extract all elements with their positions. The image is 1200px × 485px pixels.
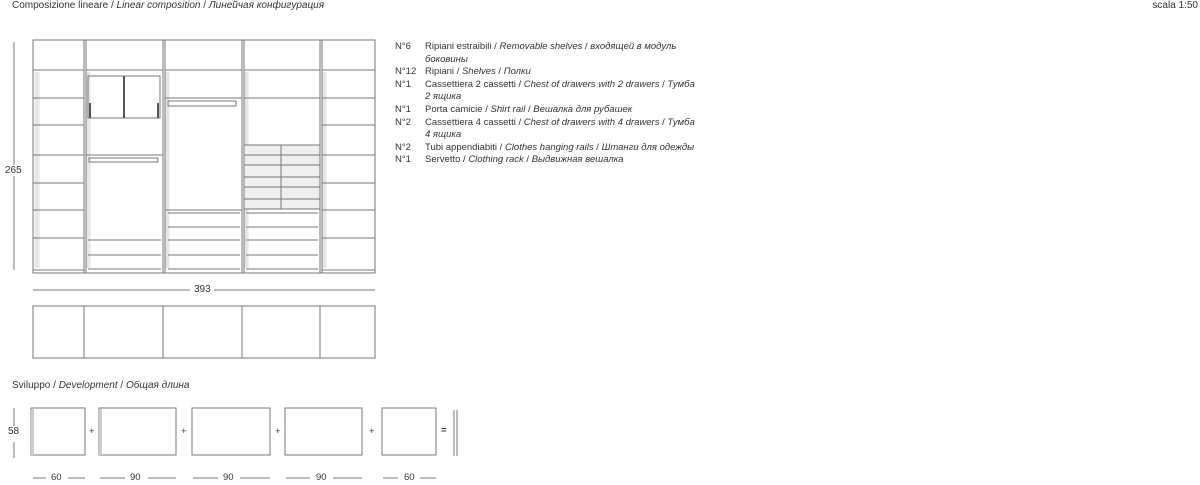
legend-ru: Вешалка для рубашек [533,103,633,115]
legend-it: Ripiani estraibili [425,41,492,52]
legend-it: Ripiani [425,66,457,78]
legend-ru: входящей в модуль боковины [425,41,677,65]
legend-ru: Тумба 4 ящика [425,116,695,141]
legend-en: Clothing rack [468,154,524,166]
legend-qty: N°1 [395,78,411,90]
legend-ru: Тумба 2 ящика [425,78,695,103]
legend-ru: Выдвижная вешалка [531,154,624,166]
legend-item: N°2 Cassettiera 4 cassetti / Chest of drawers with 4 drawers / Тумба 4 ящика [395,116,695,141]
equals-sign: = [441,425,447,436]
legend-qty: N°2 [395,141,411,153]
legend [395,41,705,167]
plus-sign: + [181,426,187,437]
module-width: 90 [316,472,327,483]
plus-sign: + [89,426,95,437]
legend-item: N°12 Ripiani / Shelves / Полки [395,66,531,78]
legend-it: Tubi appendiabiti [425,141,498,153]
legend-en: Clothes hanging rails [504,141,594,153]
legend-item: N°1 Porta camicie / Shirt rail / Вешалка для рубашек [395,103,633,115]
legend-en: Chest of drawers with 4 drawers [523,116,660,128]
legend-qty: N°1 [395,103,411,115]
development-title: Sviluppo / Development / Общая длина [12,380,190,391]
legend-it: Cassettiera 4 cassetti [425,116,516,128]
legend-qty: N°12 [395,66,417,78]
legend-ru: Штанги для одежды [601,141,695,153]
module-width: 90 [130,472,141,483]
legend-item: N°6 Ripiani estraibili / Removable shelves / входящей в модуль боковины [395,41,677,65]
legend-qty: N°6 [395,41,411,52]
legend-it: Cassettiera 2 cassetti [425,78,516,90]
height-dimension: 265 [2,165,25,176]
width-dimension: 393 [191,284,214,295]
legend-it: Servetto [425,154,461,166]
module-width: 60 [51,472,62,483]
page-title: Composizione lineare / Linear composition / Линейчая конфигурация [12,0,325,11]
plus-sign: + [275,426,281,437]
depth-dimension: 58 [5,426,22,437]
legend-item: N°1 Cassettiera 2 cassetti / Chest of drawers with 2 drawers / Тумба 2 ящика [395,78,695,103]
legend-qty: N°2 [395,116,411,128]
legend-item: N°2 Tubi appendiabiti / Clothes hanging rails / Штанги для одежды [395,141,695,153]
legend-en: Chest of drawers with 2 drawers [523,78,660,90]
legend-it: Porta camicie [425,103,483,115]
module-width: 60 [404,472,415,483]
legend-en: Removable shelves [499,41,583,52]
scale-label: scala 1:50 [1152,0,1198,11]
plus-sign: + [369,426,375,437]
module-width: 90 [223,472,234,483]
legend-en: Shirt rail [490,103,526,115]
legend-item: N°1 Servetto / Clothing rack / Выдвижная вешалка [395,154,624,166]
legend-qty: N°1 [395,154,411,166]
legend-ru: Полки [503,66,531,78]
legend-en: Shelves [461,66,496,78]
